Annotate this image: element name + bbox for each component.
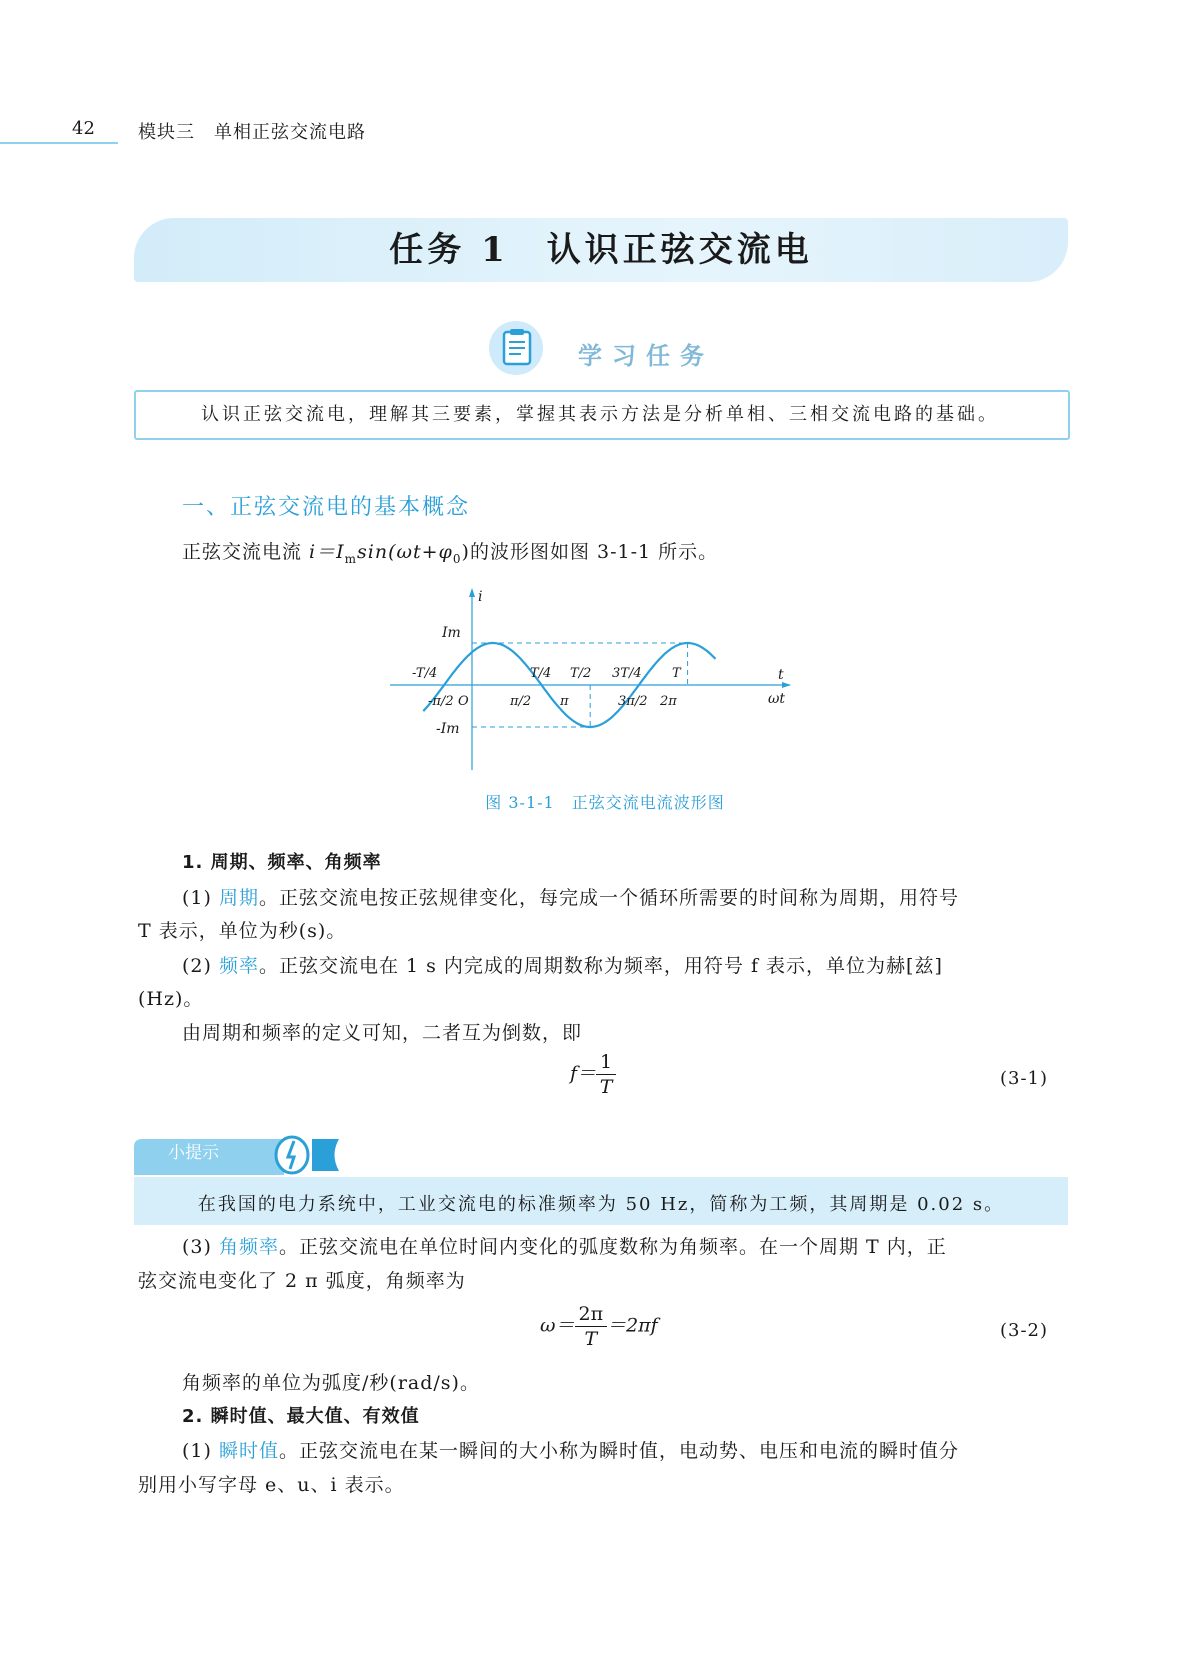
x-tick-top: T <box>672 666 681 681</box>
x-tick-top: T/4 <box>530 666 552 681</box>
tip-label: 小提示 <box>168 1143 219 1163</box>
task-title: 任务 1 认识正弦交流电 <box>389 230 813 270</box>
term-angular-frequency: 角频率 <box>218 1236 279 1258</box>
x-tick-bottom: π/2 <box>510 694 532 709</box>
equation-number-3-2: (3-2) <box>1000 1320 1049 1341</box>
x-tick-bottom: -π/2 <box>428 694 454 709</box>
equation-3-2: ω＝ $\frac{2\pi}{T}$ ＝2πf <box>540 1303 658 1350</box>
clipboard-icon <box>488 320 544 376</box>
x-tick-bottom: π <box>560 694 569 709</box>
y-axis-arrow <box>469 588 475 597</box>
x-tick-top: -T/4 <box>412 666 438 681</box>
y-axis-label: i <box>478 589 483 605</box>
angular-frequency-paragraph: (3) 角频率。正弦交流电在单位时间内变化的弧度数称为角频率。在一个周期 T 内，正 <box>182 1236 947 1258</box>
page-number: 42 <box>72 118 95 139</box>
x-tick-bottom: 2π <box>660 694 677 709</box>
instantaneous-paragraph-cont: 别用小写字母 e、u、i 表示。 <box>138 1474 405 1496</box>
x-axis-label-wt: ωt <box>768 691 786 707</box>
frequency-paragraph: (2) 频率。正弦交流电在 1 s 内完成的周期数称为频率，用符号 f 表示，单位为赫[兹] <box>182 955 943 977</box>
x-tick-bottom: O <box>458 694 469 709</box>
equation-number-3-1: (3-1) <box>1000 1068 1049 1089</box>
learning-task-text: 认识正弦交流电，理解其三要素，掌握其表示方法是分析单相、三相交流电路的基础。 <box>201 404 999 425</box>
tip-text: 在我国的电力系统中，工业交流电的标准频率为 50 Hz，简称为工频，其周期是 0.02 s。 <box>197 1194 1005 1215</box>
period-paragraph: (1) 周期。正弦交流电按正弦规律变化，每完成一个循环所需要的时间称为周期，用符号 <box>182 887 959 909</box>
header-rule <box>0 142 118 144</box>
term-frequency: 频率 <box>218 955 259 977</box>
tip-tab <box>134 1135 344 1175</box>
learning-task-label: 学习任务 <box>578 342 714 370</box>
y-tick-max: Im <box>442 625 461 641</box>
waveform-chart <box>390 585 820 785</box>
reciprocal-paragraph: 由周期和频率的定义可知，二者互为倒数，即 <box>182 1022 583 1044</box>
angular-frequency-paragraph-cont: 弦交流电变化了 2 π 弧度，角频率为 <box>138 1270 466 1292</box>
angular-unit-paragraph: 角频率的单位为弧度/秒(rad/s)。 <box>182 1372 480 1394</box>
instantaneous-paragraph: (1) 瞬时值。正弦交流电在某一瞬间的大小称为瞬时值，电动势、电压和电流的瞬时值分 <box>182 1440 959 1462</box>
subsection-title: 1. 周期、频率、角频率 <box>182 852 382 873</box>
term-period: 周期 <box>218 887 259 909</box>
x-tick-bottom: 3π/2 <box>618 694 648 709</box>
x-tick-top: 3T/4 <box>612 666 642 681</box>
y-tick-min: -Im <box>436 721 460 737</box>
section-title: 一、正弦交流电的基本概念 <box>182 495 471 520</box>
x-axis-label-t: t <box>778 667 784 683</box>
period-paragraph-cont: T 表示，单位为秒(s)。 <box>138 920 347 942</box>
module-title: 模块三 单相正弦交流电路 <box>138 122 366 143</box>
term-instantaneous: 瞬时值 <box>218 1440 279 1462</box>
x-tick-top: T/2 <box>570 666 592 681</box>
equation-3-1: f＝ $\frac{1}{T}$ <box>570 1050 616 1099</box>
frequency-paragraph-cont: (Hz)。 <box>138 988 204 1010</box>
subsection-title-2: 2. 瞬时值、最大值、有效值 <box>182 1406 420 1427</box>
intro-paragraph: 正弦交流电流 $i=I_m\sin(\omega t+\varphi_0)$的波形图如图 3-1-1 所示。 <box>182 541 719 566</box>
figure-caption: 图 3-1-1 正弦交流电流波形图 <box>485 793 725 812</box>
